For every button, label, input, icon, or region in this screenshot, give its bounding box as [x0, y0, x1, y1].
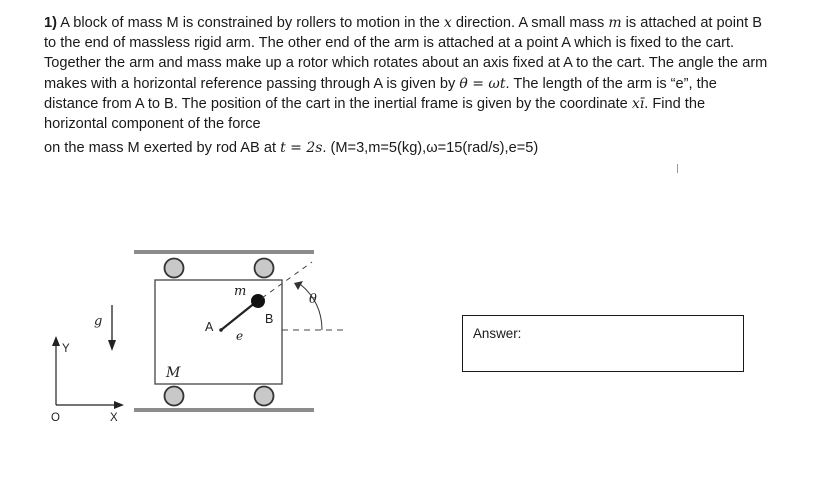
angle-arc [300, 284, 322, 330]
small-mass-m [251, 294, 265, 308]
pivot-A [219, 328, 223, 332]
problem-number: 1) [44, 15, 57, 31]
problem-text-seg-1: A block of mass M is constrained by rollers to motion in the [56, 15, 444, 31]
problem-text-seg-2: direction. A small mass [451, 15, 609, 31]
problem-text-seg-4: . The length of the arm is “e”, the distance from A to B. The position of the cart in the inertial frame is given by the coordinate [44, 75, 717, 112]
answer-label: Answer: [473, 326, 522, 341]
mass-M-label: M [166, 365, 181, 381]
mass-m-label: m [234, 284, 247, 299]
xi-variable: xī [631, 95, 645, 112]
y-axis-arrowhead [52, 336, 60, 346]
origin-label: O [51, 412, 60, 424]
gravity-label: g [94, 314, 103, 329]
top-rail [134, 250, 314, 254]
point-A-label: A [205, 320, 214, 334]
roller-top-right [255, 259, 274, 278]
roller-bottom-right [255, 387, 274, 406]
y-axis-label: Y [62, 343, 70, 355]
gravity-arrowhead [108, 340, 116, 351]
problem-last-line-a: on the mass M exerted by rod AB at [44, 140, 281, 157]
roller-top-left [165, 259, 184, 278]
x-variable: x [443, 15, 452, 31]
arm-length-e-label: e [236, 329, 244, 343]
point-B-label: B [265, 312, 274, 326]
theta-equation: θ = ωt [459, 75, 506, 92]
answer-box[interactable] [462, 315, 744, 372]
x-axis-arrowhead [114, 401, 124, 409]
bottom-rail [134, 408, 314, 412]
problem-text-seg-5: . Find the horizontal component of the force [44, 95, 706, 133]
time-equation: t = 2s [280, 140, 323, 157]
theta-label: θ [309, 292, 317, 307]
problem-last-line-b: . (M=3,m=5(kg),ω=15(rad/s),e=5) [322, 140, 539, 157]
rotor-arm [221, 302, 256, 330]
x-axis-label: X [110, 412, 118, 424]
m-variable: m [608, 15, 622, 31]
problem-text-seg-3: is attached at point B to the end of massless rigid arm. The other end of the arm is attached at a point A which is fixed to the cart. Together the arm and mass make up a rotor which rotates about an axis fixed at A to the cart. The angle the arm makes with a horizontal reference passing through A is given by [44, 15, 768, 92]
roller-bottom-left [165, 387, 184, 406]
